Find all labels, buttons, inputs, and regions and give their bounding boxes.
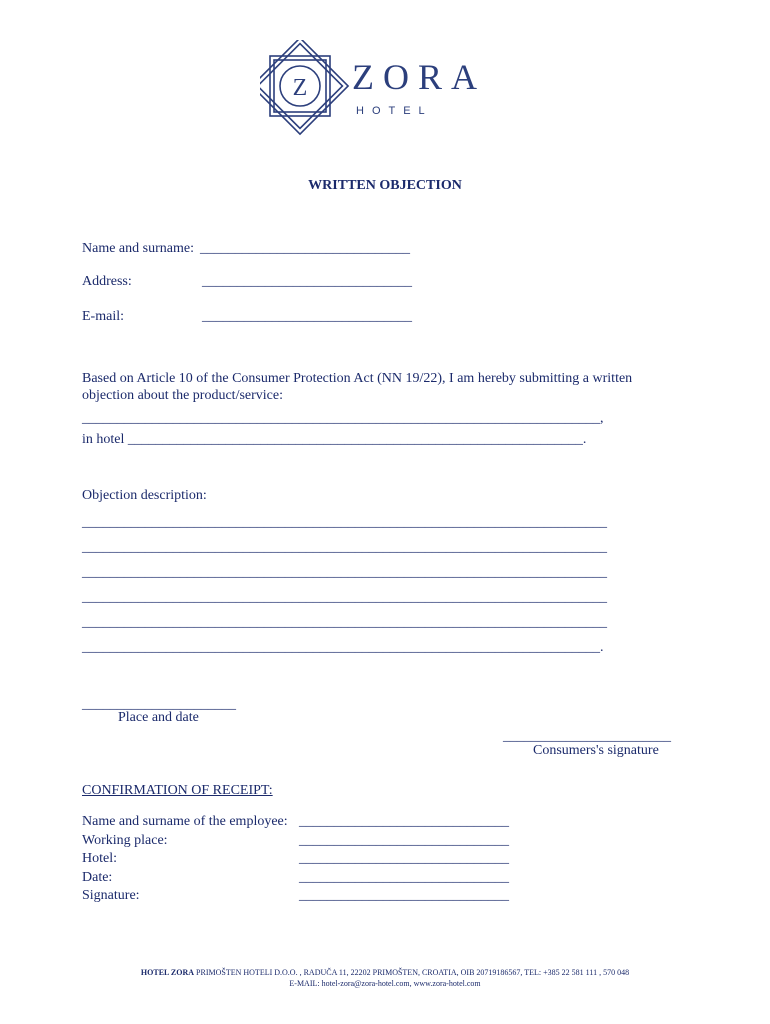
place-date-field[interactable]: ______________________ [82,697,236,712]
footer-company-info: PRIMOŠTEN HOTELI D.O.O. , RADUČA 11, 22202 PRIMOŠTEN, CROATIA, OIB 20719186567, TEL: +385 22 581 111 , 570 048 [196,968,630,977]
name-field[interactable]: ______________________________ [200,241,410,256]
objection-line[interactable]: ___________________________________________________________________________ [82,590,607,605]
objection-line[interactable]: ___________________________________________________________________________ [82,515,607,530]
address-label: Address: [82,274,132,289]
footer-contact: E-MAIL: hotel-zora@zora-hotel.com, www.zora-hotel.com [289,979,481,988]
working-place-field[interactable]: ______________________________ [299,833,509,848]
place-date-label: Place and date [118,710,199,725]
working-place-label: Working place: [82,833,168,848]
receipt-hotel-field[interactable]: ______________________________ [299,851,509,866]
receipt-date-field[interactable]: ______________________________ [299,870,509,885]
brand-subtitle: HOTEL [356,105,433,117]
objection-label: Objection description: [82,488,207,503]
document-title: WRITTEN OBJECTION [308,178,462,193]
product-service-field[interactable]: __________________________________________________________________________, [82,411,604,426]
monogram: Z [292,75,308,101]
receipt-signature-label: Signature: [82,888,140,903]
consumer-signature-label: Consumers's signature [533,743,659,758]
employee-label: Name and surname of the employee: [82,814,288,829]
objection-line[interactable]: __________________________________________________________________________. [82,640,604,655]
intro-paragraph: Based on Article 10 of the Consumer Protection Act (NN 19/22), I am hereby submitting a written objection about the product/service: [82,371,633,403]
email-field[interactable]: ______________________________ [202,309,412,324]
objection-line[interactable]: ___________________________________________________________________________ [82,540,607,555]
employee-field[interactable]: ______________________________ [299,814,509,829]
receipt-signature-field[interactable]: ______________________________ [299,888,509,903]
footer-address [0,968,770,977]
objection-line[interactable]: ___________________________________________________________________________ [82,615,607,630]
receipt-date-label: Date: [82,870,113,885]
receipt-hotel-label: Hotel: [82,851,117,866]
receipt-heading-text: CONFIRMATION OF RECEIPT: [82,783,273,798]
hotel-field[interactable]: in hotel _________________________________________________________________. [82,432,587,447]
receipt-heading [82,783,273,799]
consumer-signature-field[interactable]: ________________________ [503,729,671,744]
objection-line[interactable]: ___________________________________________________________________________ [82,565,607,580]
name-label: Name and surname: [82,241,194,256]
brand-name: ZORA [352,57,486,97]
email-label: E-mail: [82,309,124,324]
address-field[interactable]: ______________________________ [202,274,412,289]
footer-hotel-name: HOTEL ZORA [140,968,195,977]
